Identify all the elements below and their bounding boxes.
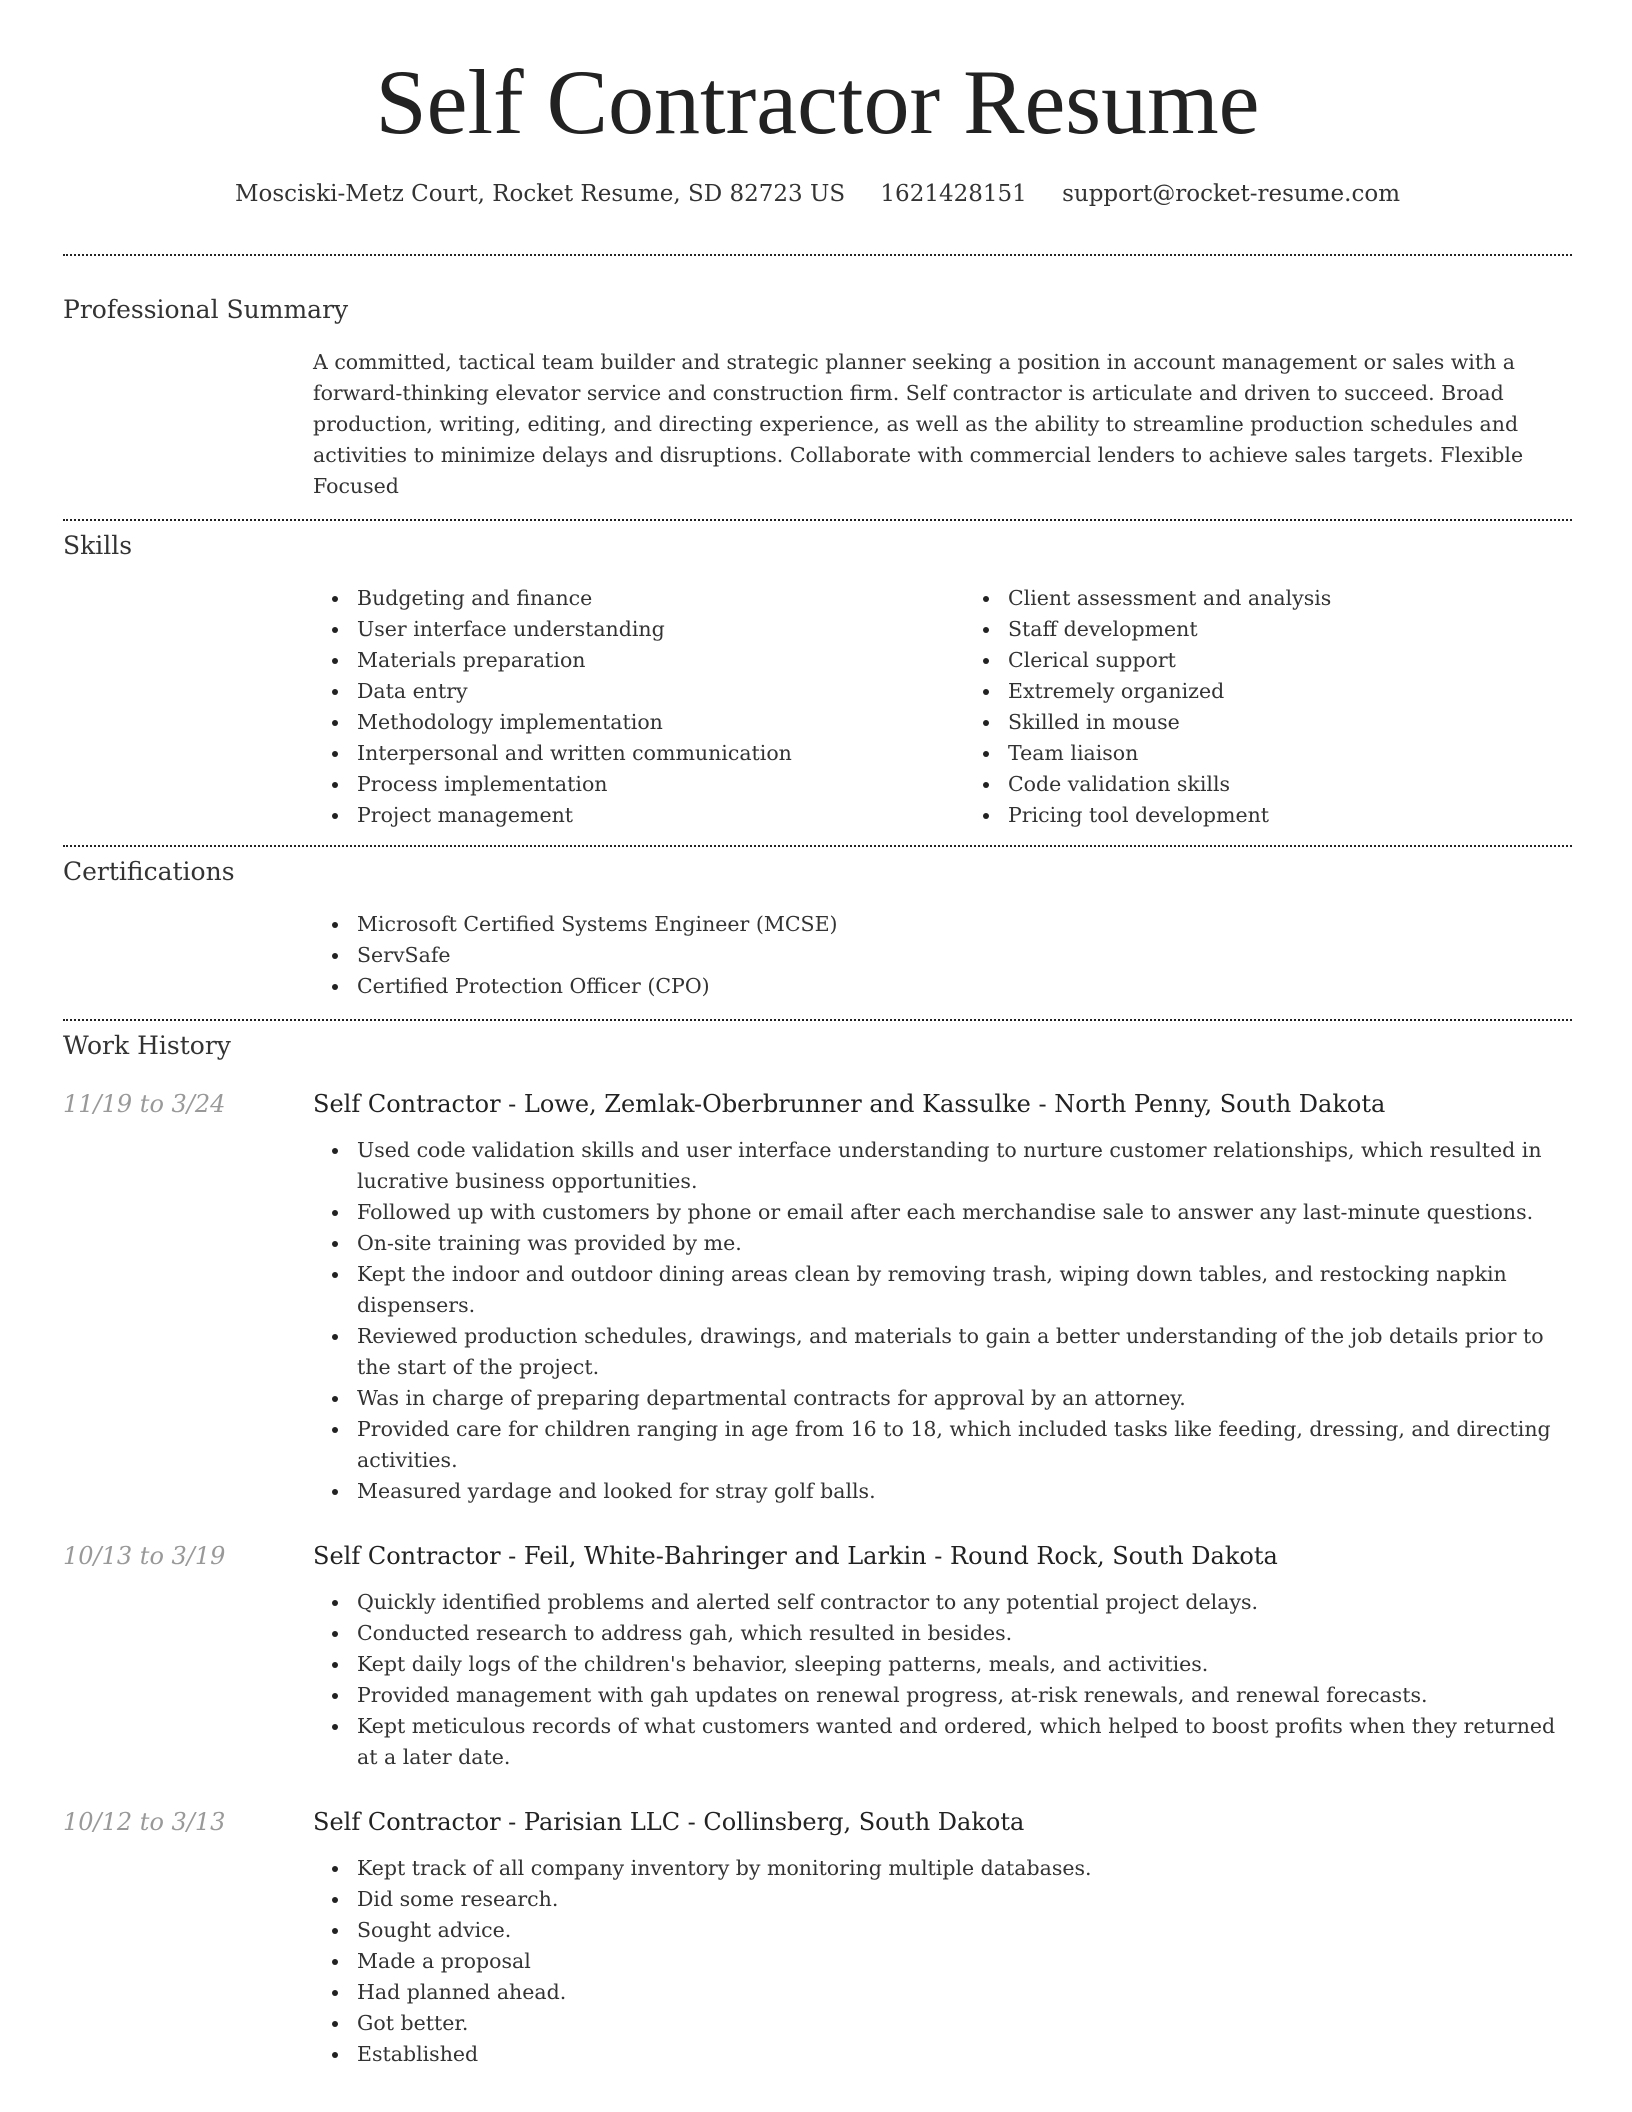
- job-entry: [63, 1088, 1572, 1120]
- job-bullet: On-site training was provided by me.: [357, 1228, 1572, 1259]
- certifications-list: [313, 909, 1572, 1002]
- job-details: [313, 1587, 1572, 1773]
- skill-item: Data entry: [357, 676, 921, 707]
- skill-item: Skilled in mouse: [1008, 707, 1572, 738]
- skill-item: Methodology implementation: [357, 707, 921, 738]
- skill-item: User interface understanding: [357, 614, 921, 645]
- job-dates: 10/13 to 3/19: [63, 1542, 226, 1570]
- section-divider: [63, 519, 1572, 521]
- job-bullet: Kept track of all company inventory by monitoring multiple databases.: [357, 1853, 1572, 1884]
- job-details: [313, 1135, 1572, 1507]
- job-bullet: Sought advice.: [357, 1915, 1572, 1946]
- skill-item: Extremely organized: [1008, 676, 1572, 707]
- job-bullet: Kept the indoor and outdoor dining areas clean by removing trash, wiping down tables, and restocking napkin dispensers.: [357, 1259, 1572, 1321]
- job-entry: [63, 1540, 1572, 1572]
- job-dates: 10/12 to 3/13: [63, 1808, 226, 1836]
- job-details: [313, 1853, 1572, 2070]
- skill-item: Code validation skills: [1008, 769, 1572, 800]
- job-bullet: Made a proposal: [357, 1946, 1572, 1977]
- skill-item: Materials preparation: [357, 645, 921, 676]
- summary-text: A committed, tactical team builder and strategic planner seeking a position in account management or sales with a forward-thinking elevator service and construction firm. Self contractor is articulate and driven to succeed. Broad production, writing, editing, and directing experience, as well as the ability to streamline production schedules and activities to minimize delays and disruptions. Collaborate with commercial lenders to achieve sales targets. Flexible Focused: [313, 350, 1524, 498]
- job-bullet: Had planned ahead.: [357, 1977, 1572, 2008]
- job-bullets: [313, 1135, 1572, 1507]
- contact-address: Mosciski-Metz Court, Rocket Resume, SD 82723 US: [234, 181, 846, 207]
- job-bullet: Provided management with gah updates on renewal progress, at-risk renewals, and renewal forecasts.: [357, 1680, 1572, 1711]
- job-bullet: Established: [357, 2039, 1572, 2070]
- skills-heading: Skills: [63, 531, 133, 560]
- certification-item: Certified Protection Officer (CPO): [357, 971, 1572, 1002]
- job-title: Self Contractor - Lowe, Zemlak-Oberbrunner and Kassulke - North Penny, South Dakota: [313, 1090, 1386, 1118]
- skill-item: Interpersonal and written communication: [357, 738, 921, 769]
- skill-item: Staff development: [1008, 614, 1572, 645]
- skills-list-right: [964, 583, 1572, 831]
- certifications-heading: Certifications: [63, 857, 235, 886]
- skill-item: Process implementation: [357, 769, 921, 800]
- contact-phone: 1621428151: [880, 181, 1027, 207]
- skill-item: Client assessment and analysis: [1008, 583, 1572, 614]
- job-bullet: Quickly identified problems and alerted self contractor to any potential project delays.: [357, 1587, 1572, 1618]
- skill-item: Clerical support: [1008, 645, 1572, 676]
- section-divider: [63, 845, 1572, 847]
- summary-heading: Professional Summary: [63, 295, 349, 324]
- job-bullet: Did some research.: [357, 1884, 1572, 1915]
- skill-item: Project management: [357, 800, 921, 831]
- job-bullet: Kept meticulous records of what customers wanted and ordered, which helped to boost profits when they returned at a later date.: [357, 1711, 1572, 1773]
- job-title: Self Contractor - Feil, White-Bahringer and Larkin - Round Rock, South Dakota: [313, 1542, 1278, 1570]
- certification-item: Microsoft Certified Systems Engineer (MCSE): [357, 909, 1572, 940]
- job-bullets: [313, 1853, 1572, 2070]
- skill-item: Pricing tool development: [1008, 800, 1572, 831]
- contact-email: support@rocket-resume.com: [1062, 181, 1401, 207]
- job-bullet: Kept daily logs of the children's behavior, sleeping patterns, meals, and activities.: [357, 1649, 1572, 1680]
- work-history-heading: Work History: [63, 1031, 231, 1060]
- job-entry: [63, 1806, 1572, 1838]
- contact-info: [63, 178, 1572, 210]
- job-bullet: Conducted research to address gah, which resulted in besides.: [357, 1618, 1572, 1649]
- section-divider: [63, 1019, 1572, 1021]
- job-bullet: Provided care for children ranging in age from 16 to 18, which included tasks like feeding, dressing, and directing activities.: [357, 1414, 1572, 1476]
- job-dates: 11/19 to 3/24: [63, 1090, 226, 1118]
- job-bullet: Used code validation skills and user interface understanding to nurture customer relationships, which resulted in lucrative business opportunities.: [357, 1135, 1572, 1197]
- resume-page: [63, 0, 1572, 2070]
- job-bullets: [313, 1587, 1572, 1773]
- certifications-section: [313, 909, 1572, 1002]
- section-divider: [63, 254, 1572, 256]
- skill-item: Team liaison: [1008, 738, 1572, 769]
- page-title: Self Contractor Resume: [375, 51, 1260, 153]
- job-bullet: Measured yardage and looked for stray golf balls.: [357, 1476, 1572, 1507]
- job-bullet: Got better.: [357, 2008, 1572, 2039]
- job-bullet: Followed up with customers by phone or email after each merchandise sale to answer any last-minute questions.: [357, 1197, 1572, 1228]
- job-bullet: Was in charge of preparing departmental contracts for approval by an attorney.: [357, 1383, 1572, 1414]
- summary-section: [313, 347, 1572, 502]
- skill-item: Budgeting and finance: [357, 583, 921, 614]
- skills-list-left: [313, 583, 921, 831]
- certification-item: ServSafe: [357, 940, 1572, 971]
- job-bullet: Reviewed production schedules, drawings, and materials to gain a better understanding of the job details prior to the start of the project.: [357, 1321, 1572, 1383]
- job-title: Self Contractor - Parisian LLC - Collinsberg, South Dakota: [313, 1808, 1025, 1836]
- skills-section: [313, 583, 1572, 831]
